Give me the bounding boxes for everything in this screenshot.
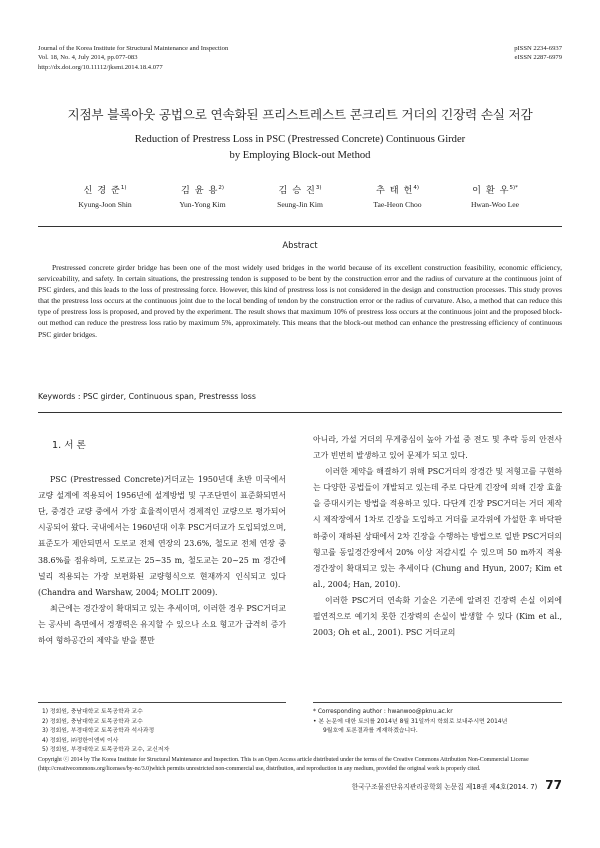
footnote: 2) 정회원, 충남대학교 토목공학과 교수 (42, 718, 143, 725)
footnote: 1) 정회원, 충남대학교 토목공학과 교수 (42, 709, 143, 715)
paragraph: 아니라, 가설 거더의 무게중심이 높아 가설 중 전도 및 추락 등의 안전사고가 빈번히 발생하고 있어 문제가 되고 있다. (313, 435, 562, 461)
author-affil-mark: 4) (413, 184, 420, 191)
author-affil-mark: 1) (120, 184, 127, 191)
author-affil-mark: 5)* (509, 184, 518, 191)
paragraph: 이러한 PSC거더 연속화 기술은 기존에 알려진 긴장력 손실 이외에 필연적으로 예기치 못한 긴장력의 손실이 발생할 수 있다 (Kim et al., 2003; Oh et al., 2001). PSC 거더교의 (313, 595, 562, 638)
issn-info (514, 44, 562, 63)
author-3 (255, 182, 345, 209)
correspondence-footnotes (313, 708, 562, 737)
page-number: 77 (545, 778, 562, 792)
footnote: • 본 논문에 대한 토의를 2014년 8월 31일까지 학회로 보내주시면 2014년 (313, 718, 508, 725)
author-name-en: Seung-Jin Kim (277, 200, 323, 209)
author-name-ko: 신 경 준 (83, 185, 121, 196)
title-english-line1: Reduction of Prestress Loss in PSC (Prestressed Concrete) Continuous Girder (134, 134, 466, 145)
footnote: 9월호에 토론결과를 게재하겠습니다. (323, 728, 418, 735)
author-4 (353, 182, 443, 209)
author-name-en: Yun-Yong Kim (179, 200, 226, 209)
author-affil-mark: 3) (315, 184, 322, 191)
footnote: 5) 정회원, 부경대학교 토목공학과 교수, 교신저자 (42, 747, 170, 754)
keywords: Keywords : PSC girder, Continuous span, Prestresss loss (38, 392, 256, 401)
corresponding-author: * Corresponding author : hwanwoo@pknu.ac.kr (313, 709, 453, 715)
divider-bottom (38, 412, 562, 413)
copyright-notice: Copyright ⓒ 2014 by The Korea Institute for Structural Maintenance and Inspection. This is an Open Access article distributed under the terms of the Creative Commons Attribution Non-Commercial License (http://creativecommons.org/licenses/by-nc/3.0)which permits unrestricted non-commercial use, distribution, and reproduction in any medium, provided the original work is properly cited. (38, 757, 529, 773)
footnote: 4) 정회원, ㈜정한이엔씨 이사 (42, 737, 119, 744)
title-english (0, 132, 600, 164)
author-name-en: Hwan-Woo Lee (470, 200, 520, 209)
author-name-ko: 이 환 우 (472, 185, 510, 196)
footnote-divider-right (313, 702, 562, 703)
author-5 (450, 182, 540, 209)
footnote: 3) 정회원, 부경대학교 토목공학과 석사과정 (42, 728, 155, 735)
body-column-left (38, 432, 286, 649)
author-name-ko: 추 태 헌 (375, 185, 414, 196)
author-2 (158, 182, 248, 209)
title-korean: 지점부 블록아웃 공법으로 연속화된 프리스트레스트 콘크리트 거더의 긴장력 손실 저감 (67, 107, 533, 122)
paragraph: PSC (Prestressed Concrete)거더교는 1950년대 초반 미국에서 교량 설계에 적용되어 1956년에 설계방법 및 구조단면이 표준화되면서 단, 중경간 교량 중에서 가장 효율적이면서 경제적인 교량으로 평가되어 시공되어 왔다. 국내에서는 1960년대 이후 PSC거더교가 도입되었으며, 표준도가 제안되면서 도로교 전체 연장의 23.6%, 철도교 전체 연장 중 38.6%를 점유하며, 도로교는 25~35 m, 철도교는 20~25 m 경간에 널리 적용되는 가장 보편화된 교량형식으로 현재까지 인식되고 있다 (Chandra and Warshaw, 2004; MOLIT 2009). (38, 475, 286, 597)
body-column-right (313, 432, 562, 641)
abstract-heading: Abstract (282, 240, 318, 250)
author-list (60, 182, 540, 209)
abstract-body: Prestressed concrete girder bridge has been one of the most widely used bridges in the world because of its excellent construction feasibility, economic efficiency, serviceability, and safety. In certain situations, the prestressing tendon is supposed to be bent by the construction error and the radius of curvature at the continuous joint of PSC girders, and this leads to the loss of prestressing force. However, this kind of prestress loss is not considered in the design and construction processes. This study proves that the prestress loss occurs at the continuous joint due to the local bending of tendon by the construction error or the radius of curvature. Also, a method that can reduce this type of prestress loss is proposed, and proved by the experiment. The result shows that maximum 10% of prestress loss occurs at the continuous joint and the proposed block-out method can reduce the prestress loss ratio by maximum 5%, approximately. This means that the block-out method can enhance the prestressing efficiency of continuous PSC girder bridges. (38, 263, 562, 339)
footer-journal: 한국구조물진단유지관리공학회 논문집 제18권 제4호(2014. 7) (351, 783, 538, 791)
footnote-divider-left (38, 702, 286, 703)
author-1 (60, 182, 150, 209)
author-name-ko: 김 윤 용 (180, 185, 219, 196)
author-name-en: Tae-Heon Choo (373, 200, 422, 209)
title-english-line2: by Employing Block-out Method (229, 150, 371, 161)
journal-name: Journal of the Korea Institute for Structural Maintenance and Inspection (38, 45, 229, 52)
paragraph: 최근에는 경간장이 확대되고 있는 추세이며, 이러한 경우 PSC거더교는 공사비 측면에서 경쟁력은 유지할 수 있으나 소요 형고가 급격히 증가하여 형하공간의 제약을 받을 뿐만 (38, 603, 286, 646)
page-footer (352, 778, 562, 792)
author-name-en: Kyung-Joon Shin (78, 200, 132, 209)
eissn: eISSN 2287-6979 (514, 54, 562, 62)
section-heading: 1. 서 론 (52, 440, 86, 451)
doi-link[interactable]: http://dx.doi.org/10.11112/jksmi.2014.18.4.077 (38, 63, 163, 71)
journal-info (38, 44, 228, 72)
author-name-ko: 김 승 진 (278, 185, 316, 196)
pissn: pISSN 2234-6937 (514, 45, 562, 52)
author-affil-mark: 2) (218, 184, 225, 191)
journal-volume: Vol. 18, No. 4, July 2014, pp.077-083 (38, 54, 138, 62)
paragraph: 이러한 제약을 해결하기 위해 PSC거더의 장경간 및 저형고를 구현하는 다양한 공법들이 개발되고 있는데 주로 다단계 긴장에 의해 긴장 효율을 증대시키는 방법을 적용하고 있다. 다단계 긴장 PSC거더는 거더 제작시 제작장에서 1차로 긴장을 도입하고 거더를 교각위에 가설한 후 바닥판 하중이 재하된 상태에서 2차 긴장을 수행하는 방법으로 일반 PSC거더의 형고를 동일경간장에서 20% 이상 저감시킬 수 있으며 50 m까지 적용 경간장이 확대되고 있는 추세이다 (Chung and Hyun, 2007; Kim et al., 2004; Han, 2010). (313, 467, 562, 589)
divider-top (38, 226, 562, 227)
affiliation-footnotes (42, 708, 169, 756)
